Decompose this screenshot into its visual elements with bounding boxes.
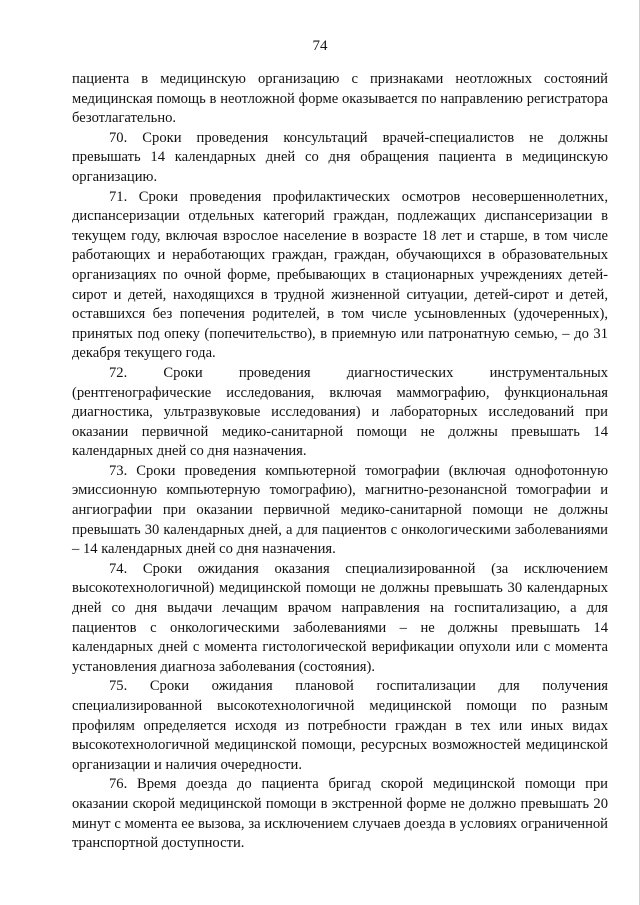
paragraph-71: 71. Сроки проведения профилактических осмотров несовершеннолетних, диспансеризации отдельных категорий граждан, подлежащих диспансеризации в текущем году, включая взрослое население в возрасте 18 лет и старше, в том числе работающих и неработающих граждан, граждан, обучающихся в образовательных организациях по очной форме, пребывающих в стационарных учреждениях детей-сирот и детей, находящихся в трудной жизненной ситуации, детей-сирот и детей, оставшихся без попечения родителей, в том числе усыновленных (удочеренных), принятых под опеку (попечительство), в приемную или патронатную семью, – до 31 декабря текущего года. — [72, 188, 608, 362]
paragraph-72: 72. Сроки проведения диагностических инструментальных (рентгенографические исследования, включая маммографию, функциональная диагностика, ультразвуковые исследования) и лабораторных исследований при оказании первичной медико-санитарной помощи не должны превышать 14 календарных дней со дня назначения. — [72, 364, 608, 460]
paragraph-75: 75. Сроки ожидания плановой госпитализации для получения специализированной высокотехнологичной медицинской помощи по разным профилям определяется исходя из потребности граждан в тех или иных видах высокотехнологичной медицинской помощи, ресурсных возможностей медицинской организации и наличия очередности. — [72, 678, 608, 773]
paragraph-76: 76. Время доезда до пациента бригад скорой медицинской помощи при оказании скорой медицинской помощи в экстренной форме не должно превышать 20 минут с момента ее вызова, за исключением случаев доезда в условиях ограниченной транспортной доступности. — [72, 776, 608, 852]
paragraph-73: 73. Сроки проведения компьютерной томографии (включая однофотонную эмиссионную компьютерную томографию), магнитно-резонансной томографии и ангиографии при оказании первичной медико-санитарной помощи не должны превышать 30 календарных дней, а для пациентов с онкологическими заболеваниями – 14 календарных дней со дня назначения. — [72, 462, 608, 558]
paragraph-74: 74. Сроки ожидания оказания специализированной (за исключением высокотехнологичной) медицинской помощи не должны превышать 30 календарных дней со дня выдачи лечащим врачом направления на госпитализацию, а для пациентов с онкологическими заболеваниями – не должны превышать 14 календарных дней с момента гистологической верификации опухоли или с момента установления диагноза заболевания (состояния). — [72, 560, 608, 675]
paragraph-continuation: пациента в медицинскую организацию с признаками неотложных состояний медицинская помощь в неотложной форме оказывается по направлению регистратора безотлагательно. — [72, 71, 608, 127]
page-number: 74 — [312, 38, 328, 54]
document-body — [72, 70, 608, 854]
paragraph-70: 70. Сроки проведения консультаций врачей-специалистов не должны превышать 14 календарных дней со дня обращения пациента в медицинскую организацию. — [72, 129, 608, 185]
